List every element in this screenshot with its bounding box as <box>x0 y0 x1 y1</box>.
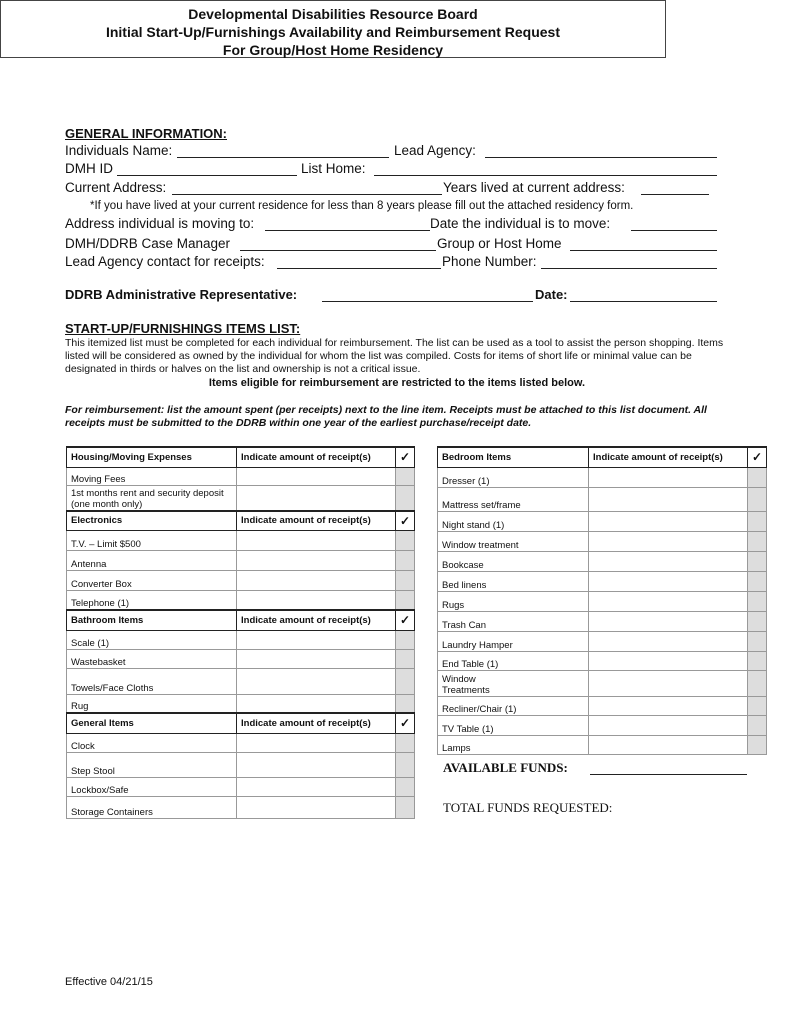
table-row <box>438 551 767 571</box>
table-row <box>67 467 415 485</box>
item-label: Lockbox/Safe <box>67 777 237 796</box>
check-cell[interactable] <box>748 571 767 591</box>
title-line-2: Initial Start-Up/Furnishings Availability and Reimbursement Request <box>105 24 561 40</box>
item-label: Scale (1) <box>67 630 237 649</box>
table-row <box>438 735 767 754</box>
check-cell[interactable] <box>396 668 415 694</box>
electronics-header: Electronics <box>67 511 237 530</box>
amount-cell[interactable] <box>589 715 748 735</box>
check-cell[interactable] <box>396 733 415 752</box>
amount-cell[interactable] <box>589 735 748 754</box>
case-manager-label: DMH/DDRB Case Manager <box>65 236 231 251</box>
current-address-label: Current Address: <box>65 180 167 195</box>
check-cell[interactable] <box>396 467 415 485</box>
amount-cell[interactable] <box>237 550 396 570</box>
table-row <box>438 631 767 651</box>
item-label: Night stand (1) <box>438 511 589 531</box>
item-label: Telephone (1) <box>67 590 237 610</box>
housing-header: Housing/Moving Expenses <box>67 447 237 467</box>
admin-date-label: Date: <box>535 287 568 302</box>
check-cell[interactable] <box>396 630 415 649</box>
amount-cell[interactable] <box>237 796 396 818</box>
title-box <box>0 0 666 58</box>
title-line-1: Developmental Disabilities Resource Board <box>188 6 478 22</box>
list-home-label: List Home: <box>301 161 366 176</box>
item-label: Mattress set/frame <box>438 487 589 511</box>
amount-cell[interactable] <box>589 631 748 651</box>
amount-header: Indicate amount of receipt(s) <box>237 713 396 733</box>
table-row <box>67 550 415 570</box>
row-lead-contact <box>65 254 720 273</box>
item-label: T.V. – Limit $500 <box>67 530 237 550</box>
bathroom-header-row <box>67 610 415 630</box>
check-cell[interactable] <box>396 570 415 590</box>
amount-header: Indicate amount of receipt(s) <box>589 447 748 467</box>
bathroom-header: Bathroom Items <box>67 610 237 630</box>
item-label: Recliner/Chair (1) <box>438 696 589 715</box>
total-funds-label: TOTAL FUNDS REQUESTED: <box>443 800 613 815</box>
amount-header: Indicate amount of receipt(s) <box>237 511 396 530</box>
item-label: Window treatment <box>438 531 589 551</box>
check-cell[interactable] <box>748 591 767 611</box>
table-row <box>438 531 767 551</box>
lead-agency-field[interactable] <box>485 143 717 158</box>
check-cell[interactable] <box>748 487 767 511</box>
general-header-row <box>67 713 415 733</box>
lead-contact-field[interactable] <box>277 254 441 269</box>
check-header-icon: ✓ <box>396 713 415 733</box>
amount-cell[interactable] <box>589 511 748 531</box>
check-cell[interactable] <box>748 511 767 531</box>
check-cell[interactable] <box>748 651 767 670</box>
right-items-table <box>437 446 767 755</box>
table-row <box>438 487 767 511</box>
item-label: TV Table (1) <box>438 715 589 735</box>
amount-cell[interactable] <box>237 590 396 610</box>
years-lived-field[interactable] <box>641 180 709 195</box>
group-host-field[interactable] <box>570 236 717 251</box>
check-cell[interactable] <box>396 694 415 713</box>
case-manager-field[interactable] <box>240 236 436 251</box>
amount-cell[interactable] <box>237 630 396 649</box>
dmh-id-field[interactable] <box>117 161 297 176</box>
item-label: Rug <box>67 694 237 713</box>
bedroom-header: Bedroom Items <box>438 447 589 467</box>
item-label: 1st months rent and security deposit (one month only) <box>67 485 237 511</box>
general-info-heading: GENERAL INFORMATION: <box>65 126 228 141</box>
check-cell[interactable] <box>396 649 415 668</box>
check-header-icon: ✓ <box>748 447 767 467</box>
reimbursement-instructions: For reimbursement: list the amount spent (per receipts) next to the line item. Receipts must be attached to this list document. All receipts must be submitted to the DDRB within one year of the earliest purchase/receipt date. <box>65 404 707 429</box>
row-dmh-home <box>65 161 720 180</box>
table-row <box>438 467 767 487</box>
effective-date: Effective 04/21/15 <box>65 976 153 988</box>
general-header: General Items <box>67 713 237 733</box>
item-label <box>438 670 589 696</box>
amount-cell[interactable] <box>237 530 396 550</box>
check-cell[interactable] <box>396 550 415 570</box>
admin-rep-field[interactable] <box>322 287 533 302</box>
table-row <box>67 590 415 610</box>
admin-date-field[interactable] <box>570 287 717 302</box>
amount-cell[interactable] <box>589 487 748 511</box>
item-label: Lamps <box>438 735 589 754</box>
item-label: Trash Can <box>438 611 589 631</box>
amount-header: Indicate amount of receipt(s) <box>237 610 396 630</box>
current-address-field[interactable] <box>172 180 442 195</box>
left-items-table <box>66 446 415 819</box>
check-cell[interactable] <box>396 590 415 610</box>
table-row <box>67 796 415 818</box>
row-address-years <box>65 180 720 199</box>
check-cell[interactable] <box>396 485 415 511</box>
items-list-heading: START-UP/FURNISHINGS ITEMS LIST: <box>65 321 301 336</box>
amount-cell[interactable] <box>237 694 396 713</box>
table-row <box>67 530 415 550</box>
amount-cell[interactable] <box>237 467 396 485</box>
item-label: Wastebasket <box>67 649 237 668</box>
check-cell[interactable] <box>396 777 415 796</box>
item-label: Moving Fees <box>67 467 237 485</box>
eligible-note: Items eligible for reimbursement are restricted to the items listed below. <box>208 377 586 389</box>
lead-contact-label: Lead Agency contact for receipts: <box>65 254 265 269</box>
address-moving-field[interactable] <box>265 216 430 231</box>
amount-cell[interactable] <box>237 668 396 694</box>
check-cell[interactable] <box>748 631 767 651</box>
item-label-text: Window Treatments <box>442 673 490 696</box>
table-row <box>438 571 767 591</box>
row-admin-rep <box>65 287 720 306</box>
check-header-icon: ✓ <box>396 511 415 530</box>
amount-cell[interactable] <box>237 485 396 511</box>
check-cell[interactable] <box>396 530 415 550</box>
check-cell[interactable] <box>748 611 767 631</box>
check-cell[interactable] <box>748 551 767 571</box>
item-label: Bookcase <box>438 551 589 571</box>
item-label: Clock <box>67 733 237 752</box>
item-label: Towels/Face Cloths <box>67 668 237 694</box>
table-row <box>438 651 767 670</box>
table-row <box>438 511 767 531</box>
item-label: Bed linens <box>438 571 589 591</box>
item-label: Rugs <box>438 591 589 611</box>
table-row <box>67 570 415 590</box>
amount-cell[interactable] <box>589 696 748 715</box>
phone-field[interactable] <box>541 254 717 269</box>
table-row <box>67 694 415 713</box>
amount-cell[interactable] <box>237 649 396 668</box>
check-cell[interactable] <box>748 467 767 487</box>
table-row <box>67 777 415 796</box>
item-label: Antenna <box>67 550 237 570</box>
items-list-paragraph: This itemized list must be completed for each individual for reimbursement. The list can be used as a tool to assist the person shopping. Items listed will be considered as owned by the individual for whom the list was compiled. Costs for items of short life or minimal value can be designated in thirds or halves on the list and ownership is not a critical issue. <box>65 337 724 375</box>
amount-cell[interactable] <box>237 752 396 777</box>
title-line-3: For Group/Host Home Residency <box>222 42 444 58</box>
bedroom-header-row <box>438 447 767 467</box>
check-header-icon: ✓ <box>396 610 415 630</box>
row-case-manager <box>65 236 720 255</box>
table-row <box>67 649 415 668</box>
list-home-field[interactable] <box>374 161 717 176</box>
table-row <box>67 752 415 777</box>
check-cell[interactable] <box>748 670 767 696</box>
years-lived-label: Years lived at current address: <box>443 180 625 195</box>
amount-cell[interactable] <box>589 611 748 631</box>
check-cell[interactable] <box>748 735 767 754</box>
phone-label: Phone Number: <box>442 254 537 269</box>
table-row <box>67 630 415 649</box>
date-move-field[interactable] <box>631 216 717 231</box>
row-moving <box>65 216 720 235</box>
admin-rep-label: DDRB Administrative Representative: <box>65 287 298 302</box>
individuals-name-field[interactable] <box>177 143 389 158</box>
row-name-agency <box>65 143 720 162</box>
dmh-id-label: DMH ID <box>65 161 113 176</box>
table-row <box>438 591 767 611</box>
check-cell[interactable] <box>748 696 767 715</box>
amount-cell[interactable] <box>589 670 748 696</box>
amount-cell[interactable] <box>589 571 748 591</box>
table-row <box>438 715 767 735</box>
amount-cell[interactable] <box>237 777 396 796</box>
table-row <box>67 733 415 752</box>
item-label: Laundry Hamper <box>438 631 589 651</box>
table-row <box>67 485 415 511</box>
available-funds-field[interactable] <box>590 760 747 775</box>
electronics-header-row <box>67 511 415 530</box>
check-header-icon: ✓ <box>396 447 415 467</box>
amount-cell[interactable] <box>589 651 748 670</box>
amount-cell[interactable] <box>237 733 396 752</box>
item-label: Converter Box <box>67 570 237 590</box>
address-moving-label: Address individual is moving to: <box>65 216 255 231</box>
group-host-label: Group or Host Home <box>437 236 562 251</box>
amount-cell[interactable] <box>589 591 748 611</box>
check-cell[interactable] <box>396 752 415 777</box>
item-label: Dresser (1) <box>438 467 589 487</box>
table-row <box>438 670 767 696</box>
table-row <box>67 668 415 694</box>
check-cell[interactable] <box>748 715 767 735</box>
individuals-name-label: Individuals Name: <box>65 143 173 158</box>
lead-agency-label: Lead Agency: <box>394 143 476 158</box>
table-row <box>438 611 767 631</box>
table-row <box>438 696 767 715</box>
housing-header-row <box>67 447 415 467</box>
residency-note: *If you have lived at your current residence for less than 8 years please fill out the attached residency form. <box>90 200 634 212</box>
item-label: Storage Containers <box>67 796 237 818</box>
amount-header: Indicate amount of receipt(s) <box>237 447 396 467</box>
amount-cell[interactable] <box>589 467 748 487</box>
amount-cell[interactable] <box>589 551 748 571</box>
amount-cell[interactable] <box>237 570 396 590</box>
available-funds-label: AVAILABLE FUNDS: <box>443 760 568 775</box>
date-move-label: Date the individual is to move: <box>430 216 611 231</box>
check-cell[interactable] <box>748 531 767 551</box>
item-label: Step Stool <box>67 752 237 777</box>
amount-cell[interactable] <box>589 531 748 551</box>
check-cell[interactable] <box>396 796 415 818</box>
item-label: End Table (1) <box>438 651 589 670</box>
